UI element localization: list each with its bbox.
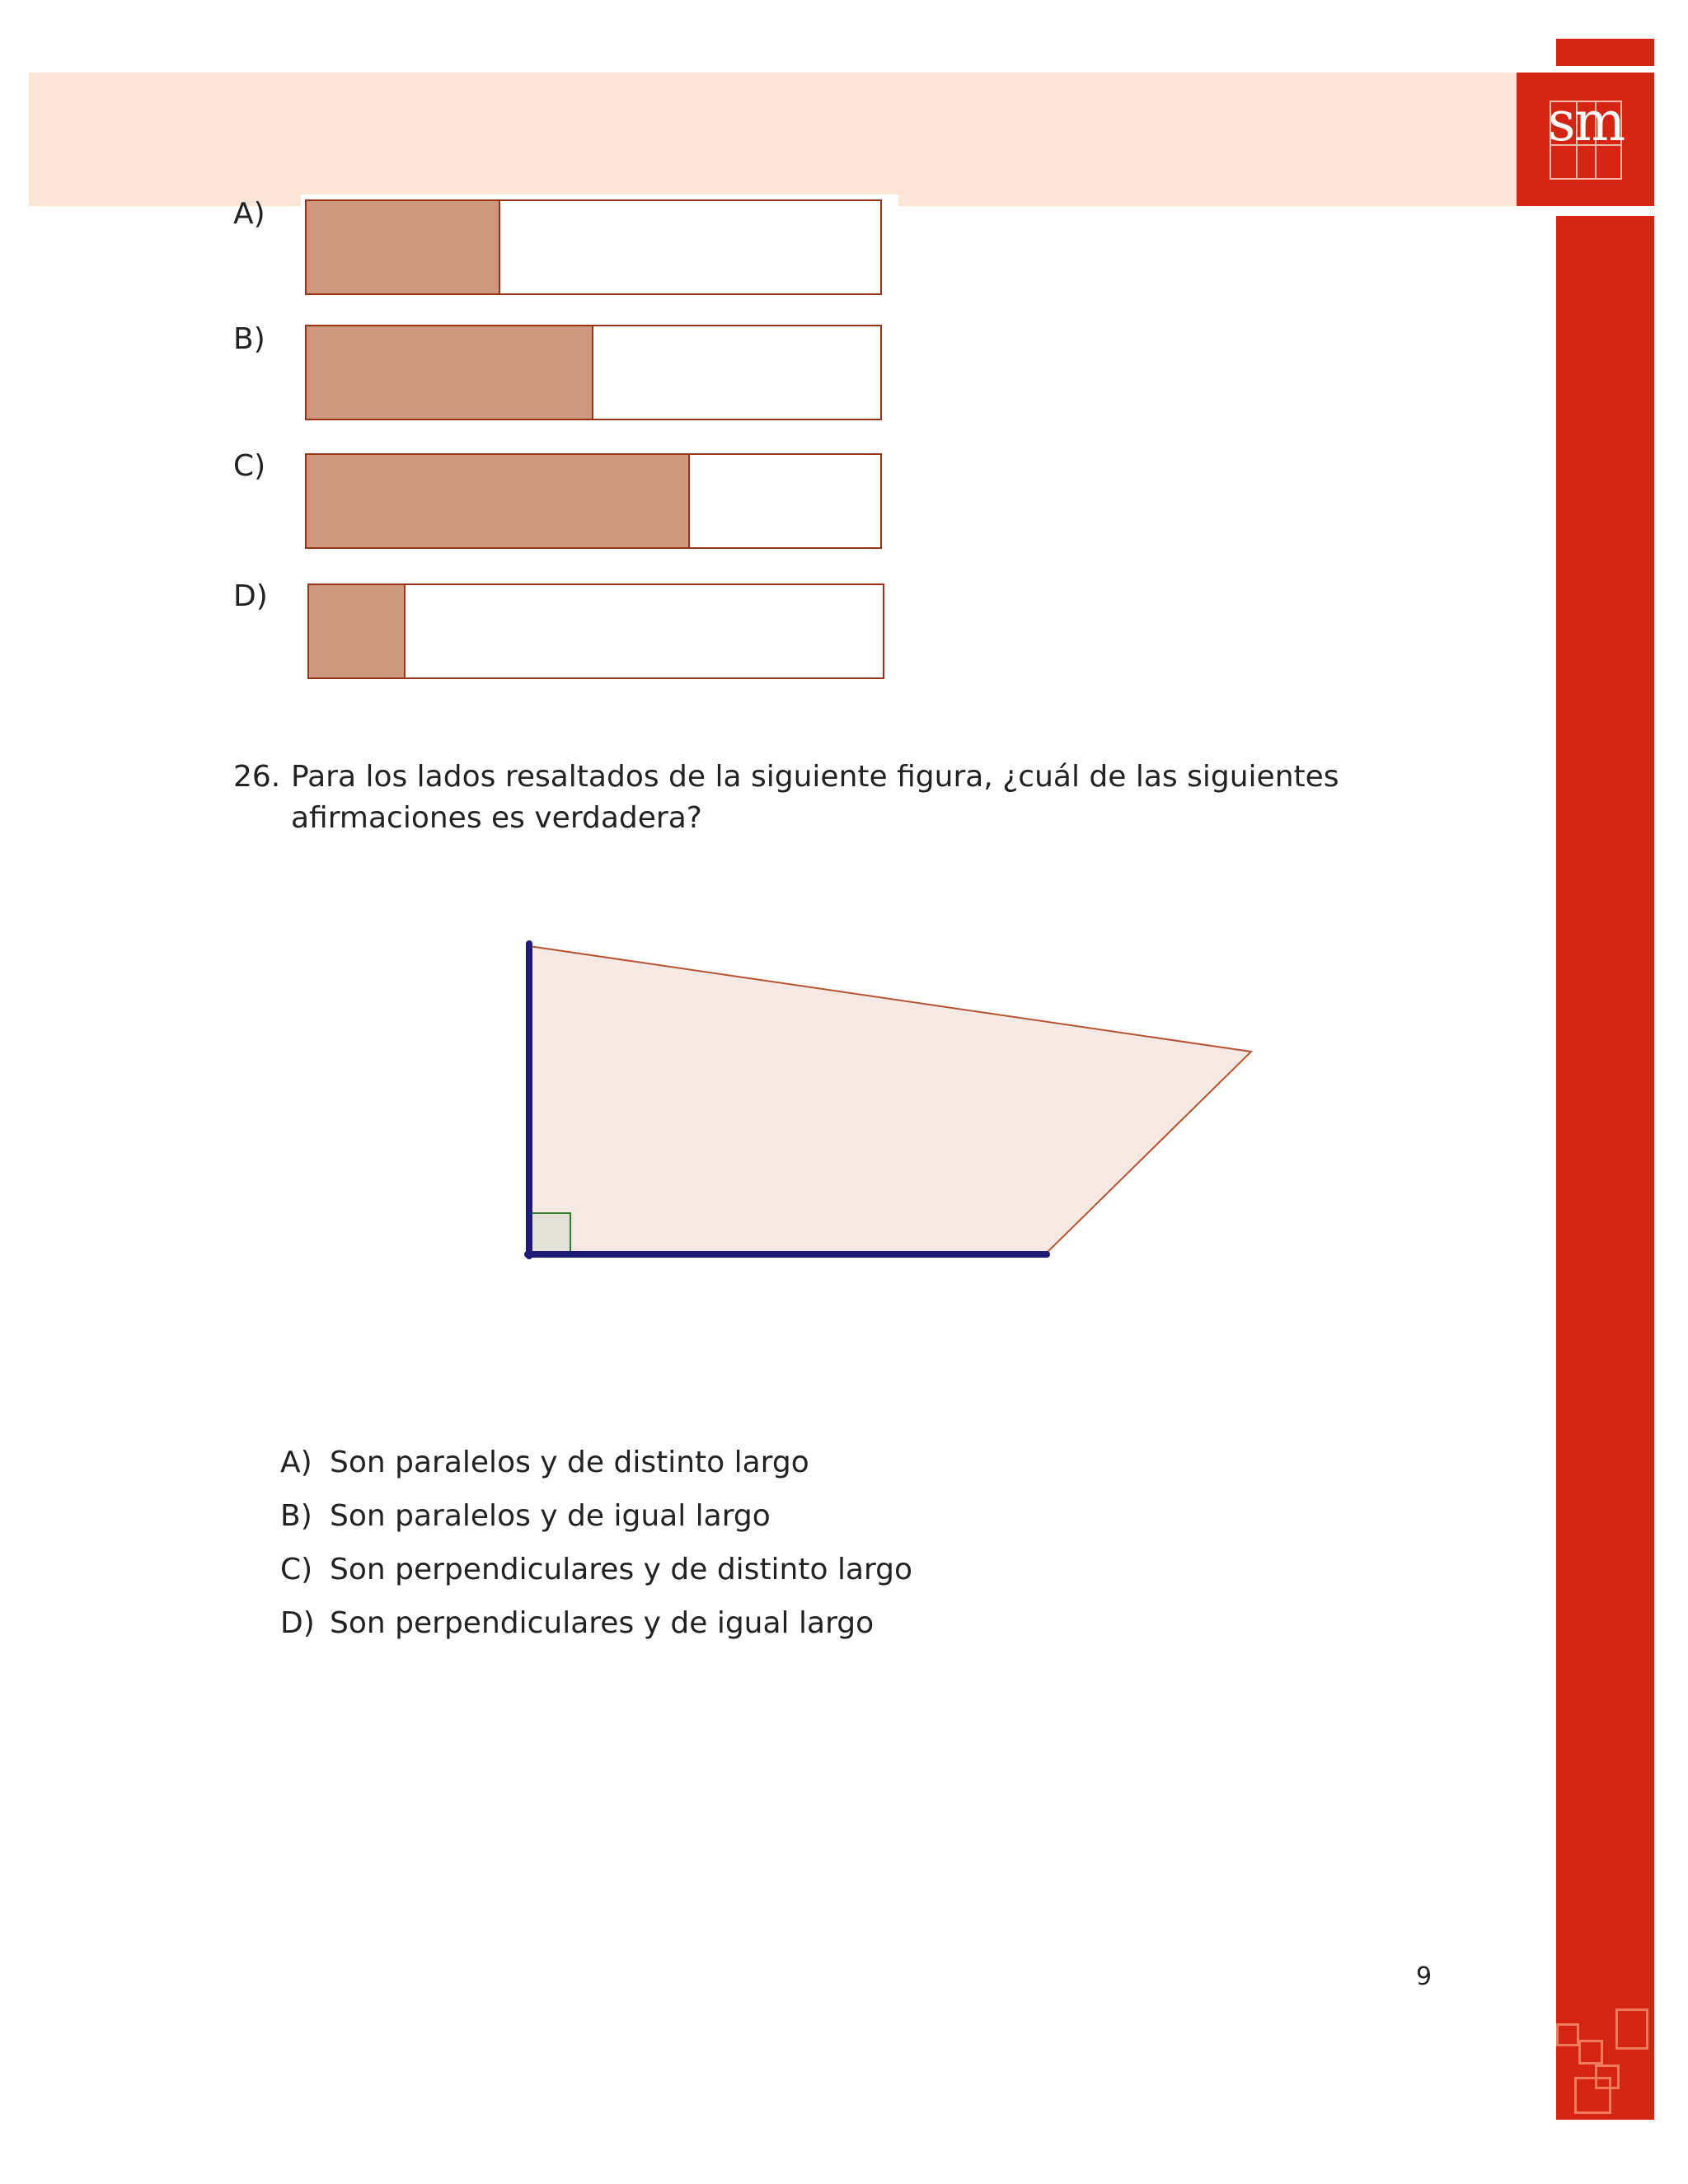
answer-text: Son paralelos y de igual largo — [330, 1499, 771, 1533]
option-label-a: A) — [233, 197, 265, 231]
answer-text: Son perpendiculares y de distinto largo — [330, 1553, 913, 1586]
answer-letter: B) — [280, 1499, 312, 1533]
decorative-square — [1574, 2077, 1611, 2114]
right-angle-marker — [529, 1213, 570, 1254]
header-band — [29, 73, 1521, 206]
page-number: 9 — [1416, 1962, 1432, 1991]
question-number: 26. — [233, 760, 281, 794]
decorative-square — [1578, 2040, 1603, 2064]
fraction-bar-fill — [307, 455, 690, 547]
fraction-bar-c — [305, 453, 882, 549]
trapezoid-shape — [529, 946, 1251, 1254]
question-text: Para los lados resaltados de la siguiente figura, ¿cuál de las siguientes afirmaciones es verdadera? — [291, 760, 1339, 835]
answer-option-c[interactable] — [280, 1555, 912, 1585]
option-label-d: D) — [233, 579, 268, 613]
answer-text: Son paralelos y de distinto largo — [330, 1446, 809, 1479]
decorative-square — [1556, 2023, 1579, 2046]
fraction-bar-a — [305, 199, 882, 295]
fraction-bar-fill — [307, 326, 593, 419]
answer-letter: C) — [280, 1553, 313, 1586]
answer-text: Son perpendiculares y de igual largo — [330, 1606, 874, 1640]
fraction-bar-fill — [309, 585, 406, 677]
trapezoid-figure — [511, 931, 1253, 1269]
answer-letter: A) — [280, 1446, 312, 1479]
fraction-bar-fill — [307, 201, 500, 293]
answer-option-b[interactable] — [280, 1499, 771, 1533]
option-label-b: B) — [233, 322, 265, 356]
decorative-square — [1615, 2008, 1648, 2050]
answer-option-d[interactable] — [280, 1606, 874, 1640]
logo-text: sm — [1547, 90, 1625, 153]
option-label-c: C) — [233, 449, 266, 483]
answer-letter: D) — [280, 1606, 315, 1640]
fraction-bar-d — [307, 583, 884, 679]
side-bar-top — [1556, 39, 1654, 66]
answer-option-a[interactable] — [280, 1448, 809, 1478]
fraction-bar-b — [305, 325, 882, 420]
side-bar — [1556, 216, 1654, 2120]
